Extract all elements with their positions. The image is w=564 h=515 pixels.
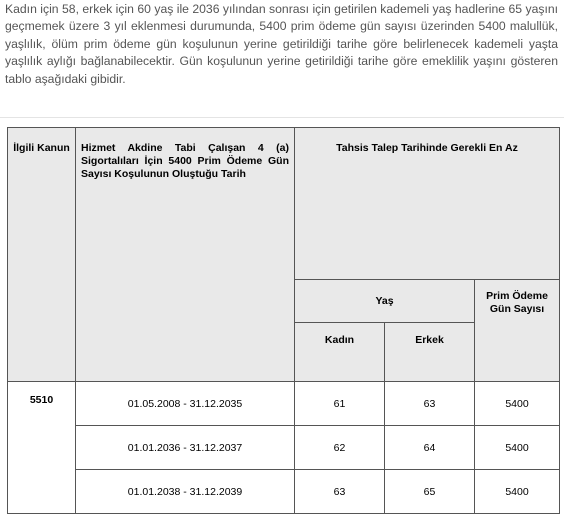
row-tarih: 01.01.2038 - 31.12.2039 [76,470,295,514]
header-yas: Yaş [295,280,475,323]
header-erkek: Erkek [385,323,475,382]
table-row [8,426,560,470]
intro-paragraph: Kadın için 58, erkek için 60 yaş ile 2036 yılından sonrası için getirilen kademeli yaş hadlerine 65 yaşını geçmemek üzere 3 yıl eklenmesi durumunda, 5400 prim ödeme gün sayısı üzerinden 5400 malullük, yaşlılık, ölüm prim ödeme gün koşulunun yerine getirildiği tarihe göre belirlenecek kademeli yaşta yaşlılık aylığı bağlanabilecektir. Gün koşulunun yerine getirildiği tarihe göre emeklilik yaşını gösteren tablo aşağıdaki gibidir. [5,2,558,86]
header-tahsis-talep: Tahsis Talep Tarihinde Gerekli En Az [295,128,560,280]
table-row [8,470,560,514]
row-kadin: 63 [295,470,385,514]
table-row [8,382,560,426]
row-erkek: 65 [385,470,475,514]
header-kadin: Kadın [295,323,385,382]
header-ilgili-kanun: İlgili Kanun [8,128,76,382]
row-kadin: 62 [295,426,385,470]
row-prim: 5400 [475,382,560,426]
header-hizmet-tarih: Hizmet Akdine Tabi Çalışan 4 (a) Sigortalıları İçin 5400 Prim Ödeme Gün Sayısı Koşulunun Oluştuğu Tarih [76,128,295,382]
row-prim: 5400 [475,470,560,514]
row-erkek: 64 [385,426,475,470]
row-erkek: 63 [385,382,475,426]
row-kadin: 61 [295,382,385,426]
row-prim: 5400 [475,426,560,470]
row-tarih: 01.01.2036 - 31.12.2037 [76,426,295,470]
kanun-value: 5510 [8,382,76,514]
row-tarih: 01.05.2008 - 31.12.2035 [76,382,295,426]
header-prim-odeme: Prim Ödeme Gün Sayısı [475,280,560,382]
divider [0,117,564,118]
retirement-age-table [7,127,560,514]
